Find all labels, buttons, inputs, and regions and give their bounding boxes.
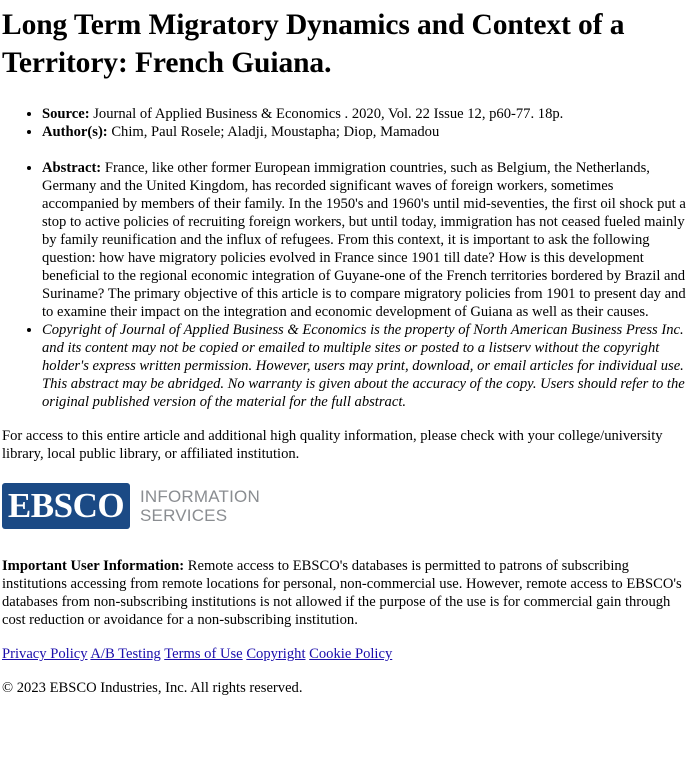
copyright-link[interactable]: Copyright — [246, 646, 306, 662]
access-text: For access to this entire article and additional high quality information, please check with your college/university library, local public library, or affiliated institution. — [2, 428, 663, 462]
abstract-item — [42, 159, 692, 321]
logo-tagline-line2: SERVICES — [140, 506, 228, 525]
source-label: Source: — [42, 106, 90, 122]
ab-testing-link[interactable]: A/B Testing — [90, 646, 161, 662]
article-metadata-list — [2, 105, 692, 141]
ebsco-logo-mark: EBSCO — [2, 483, 130, 529]
abstract-label: Abstract: — [42, 160, 102, 176]
ebsco-logo — [2, 481, 692, 531]
source-item — [42, 105, 692, 123]
ebsco-logo-tagline — [140, 487, 260, 525]
source-value: Journal of Applied Business & Economics . 2020, Vol. 22 Issue 12, p60-77. 18p. — [93, 106, 564, 122]
footer-copyright: © 2023 EBSCO Industries, Inc. All rights reserved. — [2, 680, 303, 696]
cookie-policy-link[interactable]: Cookie Policy — [309, 646, 393, 662]
copyright-notice: • Copyright of Journal of Applied Business & Economics is the property of North American Business Press Inc. and its content may not be copied or emailed to multiple sites or posted to a listserv without the copyright holder's express written permission. However, users may print, download, or email articles for individual use. This abstract may be abridged. No warranty is given about the accuracy of the copy. Users should refer to the original published version of the material for the full abstract. — [42, 321, 692, 411]
authors-label: Author(s): — [42, 124, 108, 140]
authors-item — [42, 123, 692, 141]
article-title: Long Term Migratory Dynamics and Context of a Territory: French Guiana. — [2, 9, 625, 79]
abstract-text: France, like other former European immigration countries, such as Belgium, the Netherlands, Germany and the United Kingdom, has recorded significant waves of foreign workers, sometimes accompanied by members of their family. In the 1950's and 1960's until mid-seventies, the first oil shock put a stop to active policies of recruiting foreign workers, but until today, immigration has not ceased fueled mainly by family reunification and the influx of refugees. From this context, it is important to ask the following question: how have migratory policies evolved in France since 1901 till date? How is this development beneficial to the regional economic integration of Guyane-one of the French territories bordered by Brazil and Suriname? The primary objective of this article is to compare migratory policies from 1901 to present day and to examine their impact on the integration and economic development of Guiana as well as their causes. — [42, 160, 686, 320]
abstract-list — [2, 159, 692, 411]
terms-of-use-link[interactable]: Terms of Use — [164, 646, 243, 662]
important-text: Remote access to EBSCO's databases is permitted to patrons of subscribing institutions accessing from remote locations for personal, non-commercial use. However, remote access to EBSCO's databases from non-subscribing institutions is not allowed if the purpose of the use is for commercial gain through cost reduction or avoidance for a non-subscribing institution. — [2, 558, 682, 628]
authors-value: Chim, Paul Rosele; Aladji, Moustapha; Diop, Mamadou — [111, 124, 440, 140]
logo-tagline-line1: INFORMATION — [140, 487, 260, 506]
important-label: Important User Information: — [2, 558, 185, 574]
page — [0, 6, 694, 697]
footer-links — [2, 645, 692, 663]
important-user-info — [2, 557, 692, 629]
privacy-policy-link[interactable]: Privacy Policy — [2, 646, 88, 662]
